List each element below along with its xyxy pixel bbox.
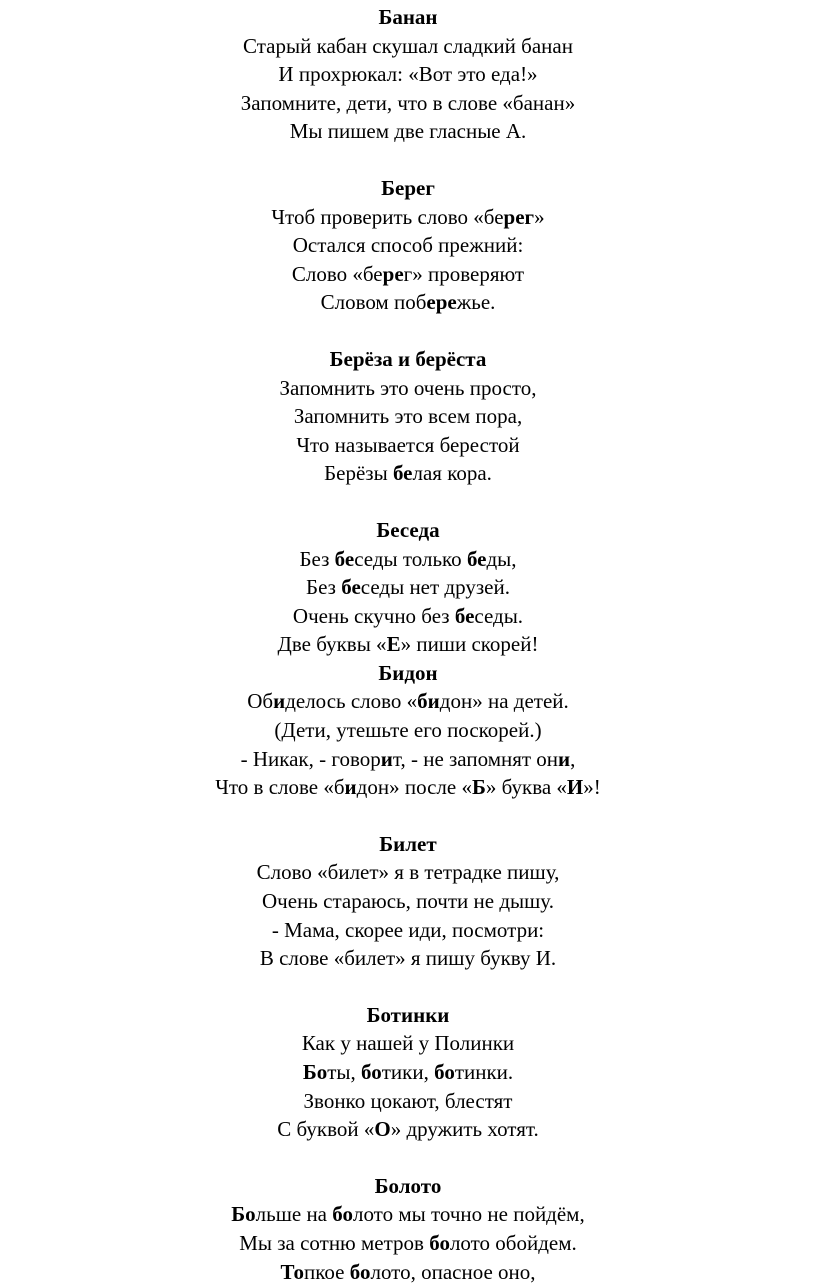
emphasized-letters: бе <box>341 575 361 600</box>
emphasized-letters: бе <box>392 461 413 486</box>
poem-title: Берёза и берёста <box>329 346 487 371</box>
line-text: , <box>570 746 576 771</box>
poem-line <box>0 402 816 431</box>
poem-line <box>0 1115 816 1144</box>
emphasized-letters: бо <box>349 1259 371 1284</box>
emphasized-letters: бе <box>466 546 487 571</box>
poem-block <box>0 659 816 802</box>
line-text: »! <box>583 775 601 800</box>
emphasized-letters: и <box>380 746 393 771</box>
line-text: Слово «бе <box>291 261 383 286</box>
line-text: Слово «билет» я в тетрадке пишу, <box>256 860 560 885</box>
emphasized-letters: бо <box>361 1060 382 1084</box>
poem-line <box>0 573 816 602</box>
line-text: Запомнить это всем пора, <box>293 404 523 429</box>
poem-title: Берег <box>381 175 435 200</box>
line-text: делось слово « <box>285 689 418 714</box>
emphasized-letters: бо <box>434 1060 455 1084</box>
poem-block <box>0 3 816 146</box>
poem-line <box>0 288 816 317</box>
line-text: тинки. <box>454 1060 514 1084</box>
poem-line <box>0 716 816 745</box>
poem-line <box>0 1029 816 1058</box>
poem-line <box>0 1200 816 1229</box>
emphasized-letters: би <box>417 689 440 714</box>
line-text: жье. <box>456 290 496 315</box>
line-text: Об <box>247 689 274 714</box>
line-text: Берёзы <box>324 461 393 486</box>
line-text: » буква « <box>485 775 567 800</box>
line-text: И прохрюкал: «Вот это еда!» <box>278 62 538 87</box>
poem-block <box>0 174 816 317</box>
poem-line <box>0 203 816 232</box>
line-text: Звонко цокают, блестят <box>303 1088 513 1113</box>
poem-line <box>0 887 816 916</box>
line-text: Чтоб проверить слово «бе <box>271 204 504 229</box>
line-text: (Дети, утешьте его поскорей.) <box>274 718 542 743</box>
poem-line <box>0 89 816 118</box>
line-text: В слове «билет» я пишу букву И. <box>259 946 557 971</box>
poem-line <box>0 117 816 146</box>
poem-line <box>0 745 816 774</box>
poem-line <box>0 231 816 260</box>
emphasized-letters: и <box>273 689 286 714</box>
poem-line <box>0 260 816 289</box>
line-text: Две буквы « <box>277 632 387 657</box>
poem-line <box>0 1229 816 1258</box>
poem-block <box>0 516 816 659</box>
poem-line <box>0 773 816 802</box>
line-text: Мы пишем две гласные А. <box>289 119 527 144</box>
emphasized-letters: бе <box>454 603 475 628</box>
poem-line <box>0 1258 816 1286</box>
emphasized-letters: ере <box>426 290 457 315</box>
line-text: ды, <box>486 546 517 571</box>
emphasized-letters: бо <box>429 1230 450 1255</box>
emphasized-letters: бо <box>332 1202 353 1227</box>
line-text: тики, <box>381 1060 435 1084</box>
line-text: лая кора. <box>412 461 492 486</box>
line-text: т, - не запомнят он <box>392 746 559 771</box>
emphasized-letters: ре <box>382 261 404 286</box>
line-text: Как у нашей у Полинки <box>301 1031 515 1056</box>
line-text: льше на <box>255 1202 333 1227</box>
line-text: » дружить хотят. <box>390 1117 539 1142</box>
poem-block <box>0 345 816 488</box>
line-text: Что называется берестой <box>296 432 520 457</box>
line-text: » пиши скорей! <box>400 632 539 657</box>
line-text: дон» на детей. <box>439 689 569 714</box>
emphasized-letters: Бо <box>231 1202 256 1227</box>
line-text: Что в слове «б <box>215 775 345 800</box>
poem-line <box>0 32 816 61</box>
line-text: лото мы точно не пойдём, <box>352 1202 585 1227</box>
line-text: Запомните, дети, что в слове «банан» <box>240 90 576 115</box>
line-text: Запомнить это очень просто, <box>279 375 537 400</box>
line-text: С буквой « <box>277 1117 375 1142</box>
poem-line <box>0 687 816 716</box>
poem-title: Бидон <box>378 660 438 685</box>
line-text: - Никак, - говор <box>240 746 381 771</box>
poem-line <box>0 858 816 887</box>
line-text: ты, <box>327 1060 361 1084</box>
emphasized-letters: О <box>374 1117 391 1142</box>
line-text: » <box>534 204 545 229</box>
emphasized-letters: И <box>566 775 584 800</box>
poem-title: Ботинки <box>366 1002 450 1027</box>
line-text: седы нет друзей. <box>360 575 510 600</box>
line-text: Очень стараюсь, почти не дышу. <box>262 889 554 914</box>
poem-line <box>0 944 816 973</box>
poem-title: Болото <box>374 1173 442 1198</box>
line-text: пкое <box>304 1259 350 1284</box>
poem-block <box>0 1172 816 1286</box>
emphasized-letters: Б <box>471 775 486 800</box>
line-text: Очень скучно без <box>292 603 455 628</box>
poem-line <box>0 602 816 631</box>
poem-title: Беседа <box>376 517 440 542</box>
line-text: Без <box>306 575 342 600</box>
poem-title: Банан <box>378 5 438 29</box>
line-text: седы только <box>354 546 467 571</box>
poem-title: Билет <box>379 831 437 856</box>
line-text: Словом поб <box>320 290 427 315</box>
line-text: Старый кабан скушал сладкий банан <box>243 33 573 58</box>
poem-line <box>0 916 816 945</box>
emphasized-letters: рег <box>503 204 535 229</box>
line-text: Мы за сотню метров <box>239 1230 430 1255</box>
poem-line <box>0 459 816 488</box>
line-text: седы. <box>474 603 524 628</box>
poem-line <box>0 431 816 460</box>
line-text: Остался способ прежний: <box>292 233 524 258</box>
poem-line <box>0 1058 816 1087</box>
poem-line <box>0 374 816 403</box>
poem-line <box>0 545 816 574</box>
line-text: г» проверяют <box>403 261 525 286</box>
line-text: лото, опасное оно, <box>370 1259 536 1284</box>
line-text: Без <box>299 546 335 571</box>
poem-line <box>0 630 816 659</box>
emphasized-letters: Е <box>386 632 401 657</box>
emphasized-letters: и <box>344 775 357 800</box>
poem-block <box>0 1001 816 1144</box>
poem-line <box>0 1087 816 1116</box>
emphasized-letters: Бо <box>302 1060 328 1084</box>
line-text: - Мама, скорее иди, посмотри: <box>271 917 545 942</box>
poem-block <box>0 830 816 973</box>
emphasized-letters: То <box>280 1259 305 1284</box>
emphasized-letters: бе <box>334 546 355 571</box>
poem-line <box>0 60 816 89</box>
emphasized-letters: и <box>558 746 571 771</box>
line-text: лото обойдем. <box>449 1230 577 1255</box>
line-text: дон» после « <box>356 775 472 800</box>
